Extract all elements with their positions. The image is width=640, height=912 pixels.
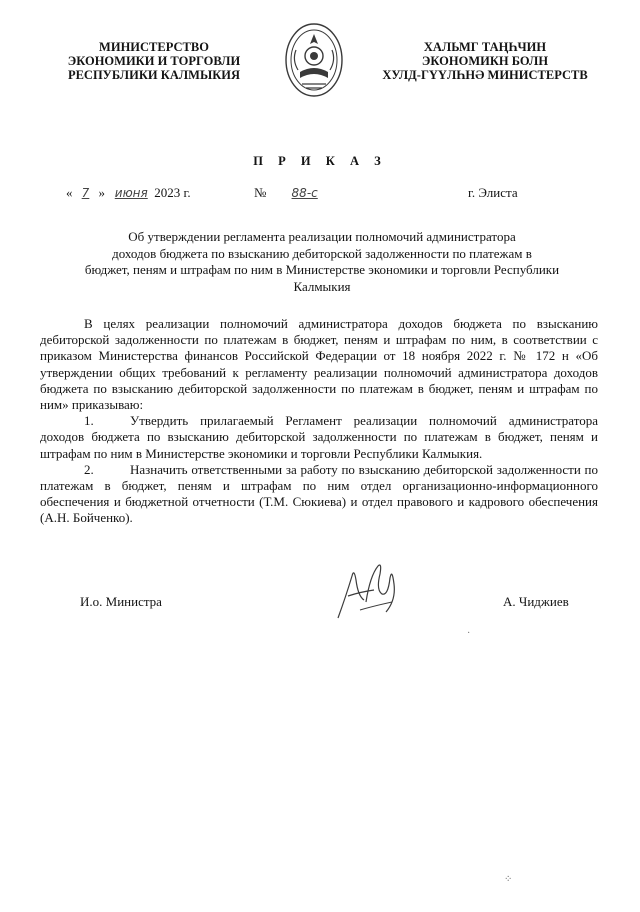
order-date [66, 185, 191, 201]
scan-speck: · [467, 628, 471, 639]
body-intro: В целях реализации полномочий администратора доходов бюджета по взысканию дебиторской задолженности по платежам в бюджет, пеням и штрафам по ним, в соответствии с приказом Министерства финансов Российской Федерации от 18 ноября 2022 г. № 172 н «Об утверждении общих требований к регламенту реализации полномочий администратора доходов бюджета по взысканию дебиторской задолженности по платежам в бюджет, пеням и штрафам по ним» приказываю: [40, 316, 598, 413]
date-year: 2023 г. [154, 185, 191, 200]
signatory-name: А. Чиджиев [503, 594, 569, 609]
subject-line-2: доходов бюджета по взысканию дебиторской задолженности по платежам в [112, 245, 532, 261]
ministry-kalmyk-line-3: ХУЛД-ГҮҮЛҺНӘ МИНИСТЕРСТВ [382, 68, 588, 82]
ministry-name-kalmyk [360, 40, 610, 82]
number-label: № [254, 185, 267, 200]
date-open-quote: « [66, 185, 73, 200]
ministry-kalmyk-line-2: ЭКОНОМИКН БОЛН [421, 54, 549, 68]
ministry-line-1: МИНИСТЕРСТВО [99, 40, 209, 54]
scan-marks: ⁘ [504, 874, 513, 885]
order-subject [46, 229, 598, 295]
date-day: 7 [81, 186, 90, 200]
date-month: июня [114, 186, 148, 200]
date-close-quote: » [98, 185, 105, 200]
order-body [40, 316, 598, 527]
item-2-text: Назначить ответственными за работу по взысканию дебиторской задолженности по платежам в бюджет, пеням и штрафам по ним отдел организационно-информационного обеспечения и бюджетной отчетности (Т.М. Сюкиева) и отдел правового и кадрового обеспечения (А.Н. Бойченко). [40, 461, 598, 526]
subject-line-4: Калмыкия [293, 278, 351, 294]
coat-of-arms-emblem [282, 20, 346, 100]
handwritten-signature [330, 556, 410, 626]
body-item-1 [40, 413, 598, 462]
order-city: г. Элиста [468, 185, 518, 200]
item-2-number: 2. [84, 461, 94, 477]
ministry-line-3: РЕСПУБЛИКИ КАЛМЫКИЯ [67, 68, 241, 82]
item-1-number: 1. [84, 413, 94, 429]
ministry-kalmyk-line-1: ХАЛЬМГ ТАҢҺЧИН [423, 40, 547, 54]
subject-line-3: бюджет, пеням и штрафам по ним в Министерстве экономики и торговли Республики [84, 262, 560, 277]
item-1-text: Утвердить прилагаемый Регламент реализации полномочий администратора доходов бюджета по взысканию дебиторской задолженности по платежам в бюджет, пеням и штрафам по ним в Министерстве экономики и торговли Республики Калмыкия. [40, 413, 598, 461]
ministry-line-2: ЭКОНОМИКИ И ТОРГОВЛИ [67, 54, 241, 68]
order-number [254, 185, 334, 201]
number-value: 88-с [291, 186, 318, 200]
order-title: П Р И К А З [253, 154, 387, 168]
signatory-position: И.о. Министра [80, 594, 162, 609]
subject-line-1: Об утверждении регламента реализации полномочий администратора [128, 229, 516, 244]
ministry-name-russian [44, 40, 264, 82]
body-item-2 [40, 462, 598, 527]
